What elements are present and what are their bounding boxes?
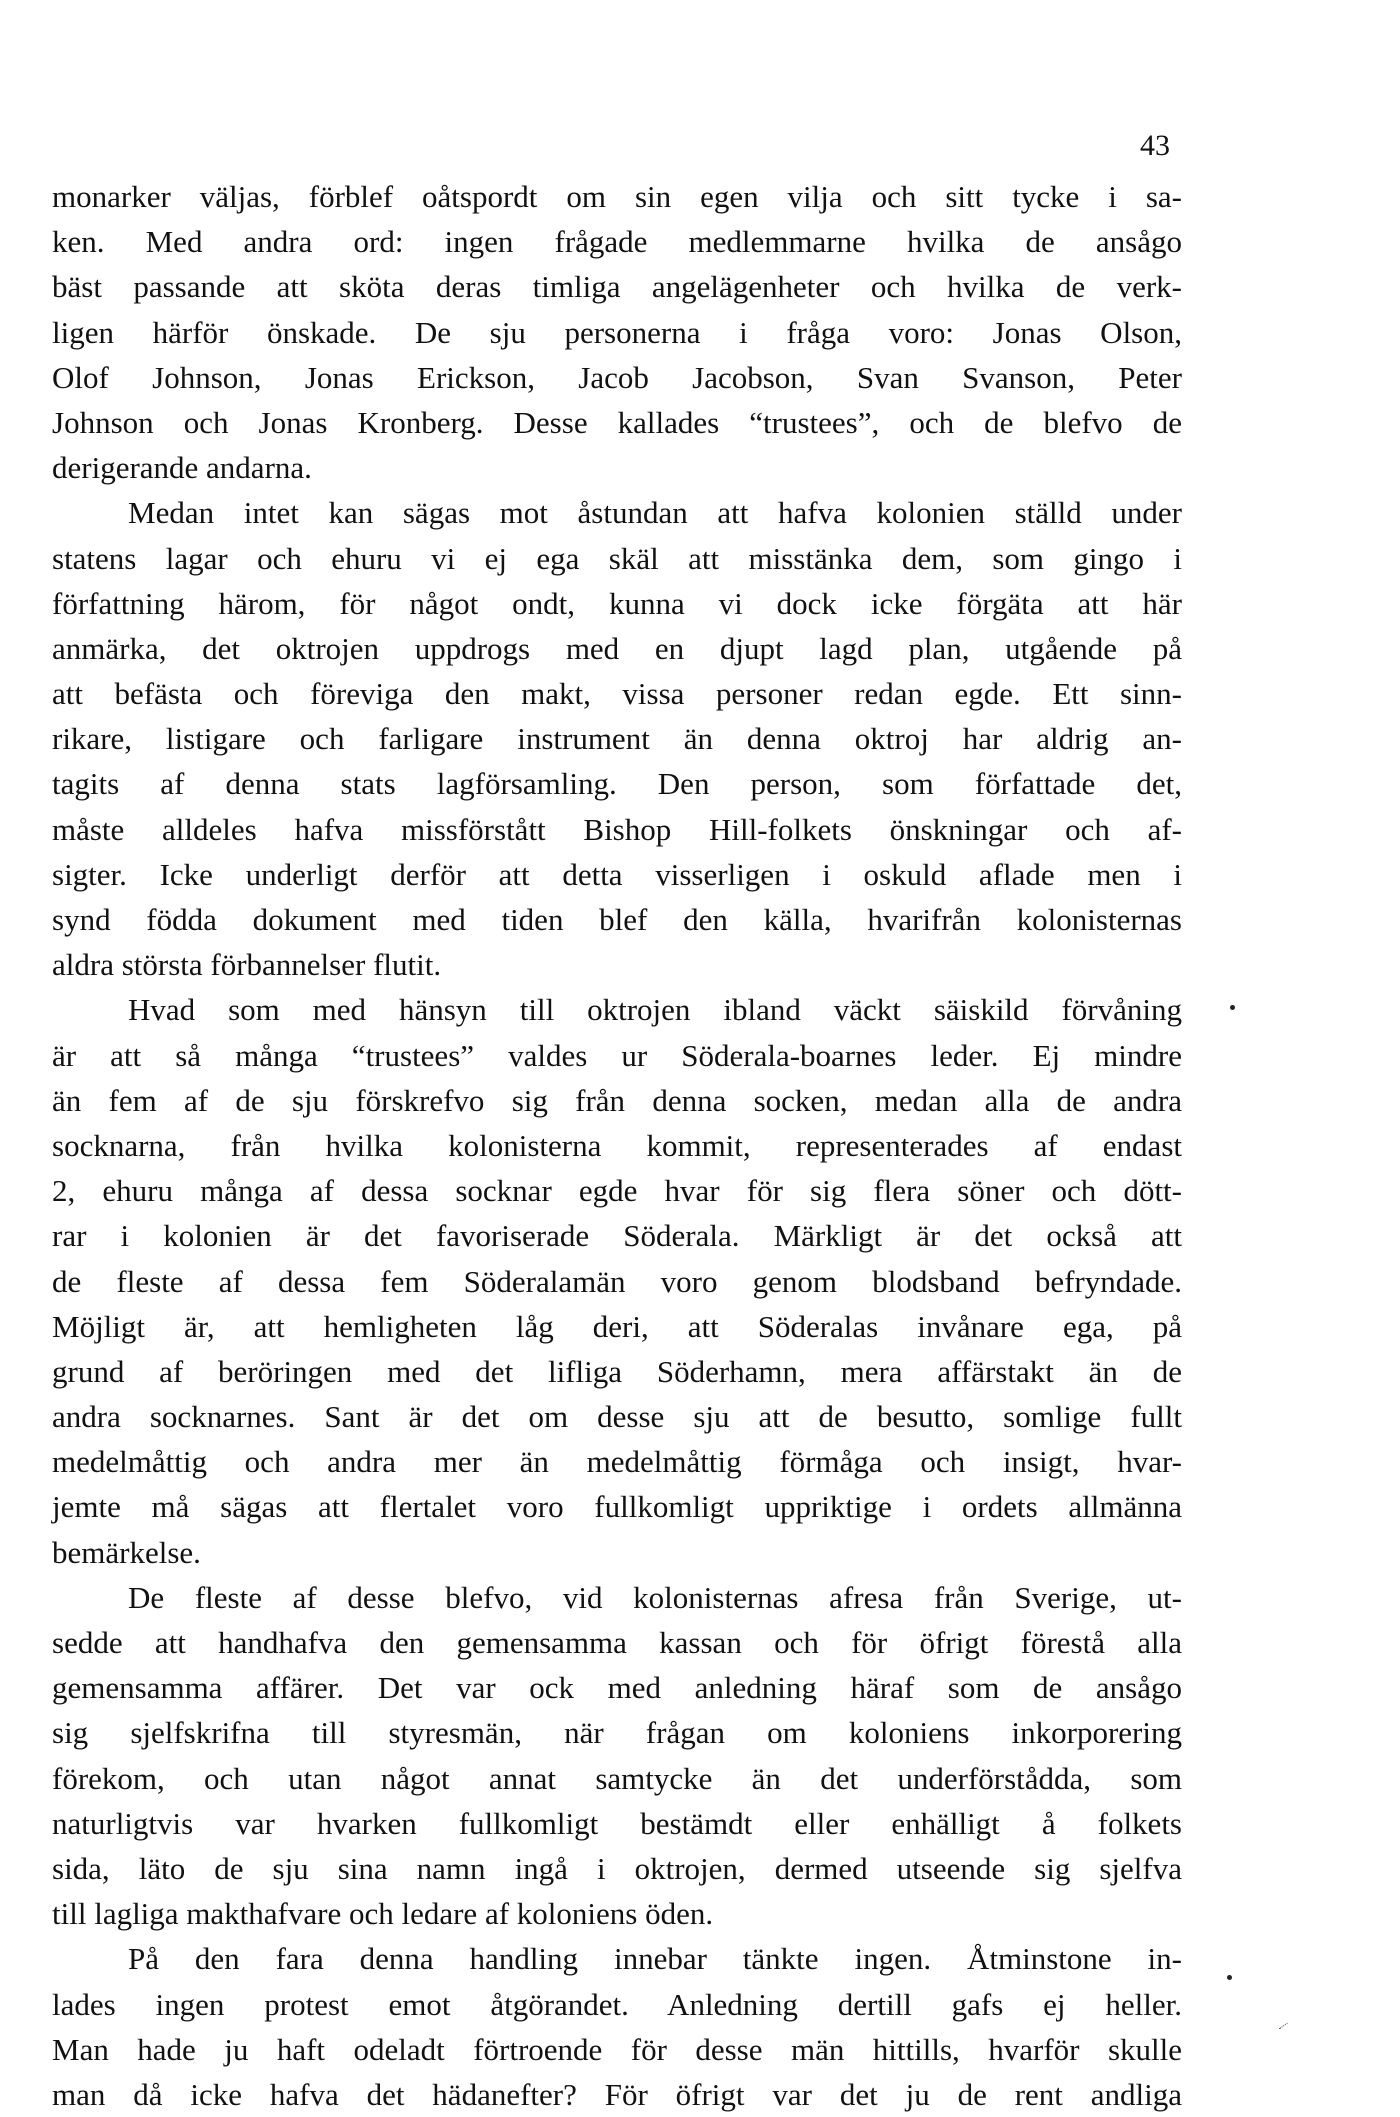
text-line: medelmåttig och andra mer än medelmåttig förmåga och insigt, hvar- [52, 1444, 1182, 1480]
text-line: 2, ehuru många af dessa socknar egde hvar för sig flera söner och dött- [52, 1173, 1182, 1209]
text-line: gemensamma affärer. Det var ock med anledning häraf som de ansågo [52, 1670, 1182, 1706]
text-line: bäst passande att sköta deras timliga angelägenheter och hvilka de verk- [52, 269, 1182, 305]
text-line: man då icke hafva det hädanefter? För öfrigt var det ju de rent andliga [52, 2076, 1182, 2112]
page-number: 43 [1140, 129, 1170, 162]
text-line: till lagliga makthafvare och ledare af koloniens öden. [52, 1896, 714, 1932]
text-line: ligen härför önskade. De sju personerna i fråga voro: Jonas Olson, [52, 314, 1182, 350]
body-text [52, 174, 1182, 2117]
text-line: derigerande andarna. [52, 450, 312, 486]
text-line: Olof Johnson, Jonas Erickson, Jacob Jacobson, Svan Svanson, Peter [52, 359, 1182, 395]
text-line: de fleste af dessa fem Söderalamän voro genom blodsband befryndade. [52, 1263, 1182, 1299]
text-line: Medan intet kan sägas mot åstundan att hafva kolonien ställd under [128, 495, 1182, 531]
text-line: monarker väljas, förblef oåtspordt om sin egen vilja och sitt tycke i sa- [52, 179, 1182, 214]
text-line: bemärkelse. [52, 1534, 201, 1570]
text-line: förekom, och utan något annat samtycke än det underförstådda, som [52, 1760, 1182, 1796]
text-line: anmärka, det oktrojen uppdrogs med en djupt lagd plan, utgående på [52, 630, 1182, 666]
text-line: lades ingen protest emot åtgörandet. Anledning dertill gafs ej heller. [52, 1986, 1182, 2022]
text-line: tagits af denna stats lagförsamling. Den person, som författade det, [52, 766, 1182, 802]
text-line: På den fara denna handling innebar tänkte ingen. Åtminstone in- [128, 1941, 1182, 1977]
text-line: socknarna, från hvilka kolonisterna kommit, representerades af endast [52, 1127, 1182, 1163]
text-line: sedde att handhafva den gemensamma kassan och för öfrigt förestå alla [52, 1625, 1182, 1660]
margin-speck [1230, 1005, 1235, 1010]
text-line: att befästa och föreviga den makt, vissa personer redan egde. Ett sinn- [52, 676, 1182, 712]
text-line: rikare, listigare och farligare instrument än denna oktroj har aldrig an- [52, 721, 1182, 757]
text-line: jemte må sägas att flertalet voro fullkomligt uppriktige i ordets allmänna [52, 1489, 1182, 1525]
text-line: naturligtvis var hvarken fullkomligt bestämdt eller enhälligt å folkets [52, 1805, 1182, 1841]
text-line: rar i kolonien är det favoriserade Söderala. Märkligt är det också att [52, 1218, 1182, 1254]
text-line: ken. Med andra ord: ingen frågade medlemmarne hvilka de ansågo [52, 224, 1182, 260]
text-line: Man hade ju haft odeladt förtroende för desse män hittills, hvarför skulle [52, 2031, 1182, 2067]
text-line: aldra största förbannelser flutit. [52, 947, 442, 983]
text-line: synd födda dokument med tiden blef den källa, hvarifrån kolonisternas [52, 902, 1182, 937]
text-line: än fem af de sju förskrefvo sig från denna socken, medan alla de andra [52, 1082, 1182, 1118]
text-line: är att så många “trustees” valdes ur Söderala-boarnes leder. Ej mindre [52, 1037, 1182, 1073]
text-line: statens lagar och ehuru vi ej ega skäl att misstänka dem, som gingo i [52, 540, 1182, 576]
text-line: måste alldeles hafva missförstått Bishop Hill-folkets önskningar och af- [52, 811, 1182, 847]
text-line: författning härom, för något ondt, kunna vi dock icke förgäta att här [52, 585, 1182, 621]
text-line: De fleste af desse blefvo, vid kolonisternas afresa från Sverige, ut- [128, 1579, 1182, 1615]
text-line: Möjligt är, att hemligheten låg deri, att Söderalas invånare ega, på [52, 1308, 1182, 1344]
text-line: Johnson och Jonas Kronberg. Desse kallades “trustees”, och de blefvo de [52, 404, 1182, 440]
text-line: sigter. Icke underligt derför att detta visserligen i oskuld aflade men i [52, 856, 1182, 892]
text-line: Hvad som med hänsyn till oktrojen ibland väckt säiskild förvåning [128, 992, 1182, 1028]
text-line: sig sjelfskrifna till styresmän, när frågan om koloniens inkorporering [52, 1715, 1182, 1751]
margin-speck [1227, 1975, 1232, 1980]
text-line: andra socknarnes. Sant är det om desse sju att de besutto, somlige fullt [52, 1399, 1182, 1435]
margin-speck [1279, 2023, 1291, 2034]
text-line: sida, läto de sju sina namn ingå i oktrojen, dermed utseende sig sjelfva [52, 1850, 1182, 1886]
text-line: grund af beröringen med det lifliga Söderhamn, mera affärstakt än de [52, 1353, 1182, 1389]
